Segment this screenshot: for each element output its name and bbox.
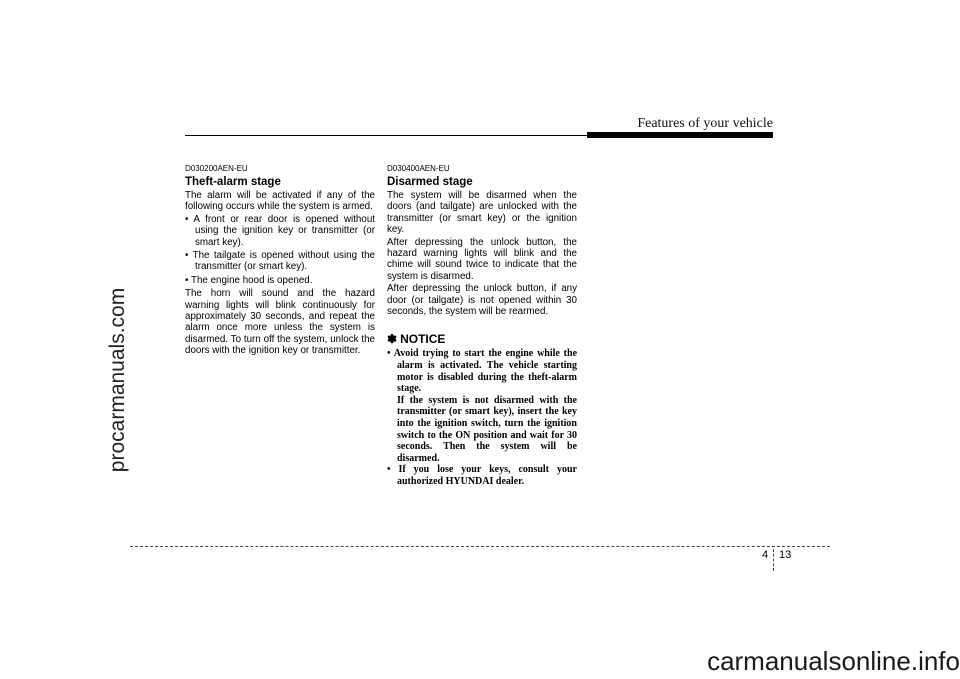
side-watermark: procarmanuals.com xyxy=(106,287,129,473)
notice-item: • If you lose your keys, consult your authorized HYUNDAI dealer. xyxy=(387,464,577,487)
right-paragraph: The system will be disarmed when the doors (and tailgate) are unlocked with the transmitter (or smart key) or the ignition key. xyxy=(387,190,577,236)
footer-rule xyxy=(130,546,830,547)
notice-list xyxy=(387,348,577,487)
right-paragraph: After depressing the unlock button, if any door (or tailgate) is not opened within 30 seconds, the system will be rearmed. xyxy=(387,283,577,318)
left-intro: The alarm will be activated if any of the following occurs while the system is armed. xyxy=(185,190,375,213)
left-outro: The horn will sound and the hazard warning lights will blink continuously for approximately 30 seconds, and repeat the alarm once more unless the system is disarmed. To turn off the system, unlock the doors with the ignition key or transmitter. xyxy=(185,288,375,357)
right-paragraph: After depressing the unlock button, the hazard warning lights will blink and the chime will sound twice to indicate that the system is disarmed. xyxy=(387,236,577,282)
list-item: • The engine hood is opened. xyxy=(185,274,313,286)
notice-item: • Avoid trying to start the engine while the alarm is activated. The vehicle starting motor is disabled during the theft-alarm stage. If the system is not disarmed with the transmitter (or smart key), insert the key into the ignition switch, turn the ignition switch to the ON position and wait for 30 seconds. Then the system will be disarmed. xyxy=(387,348,578,464)
notice-continuation: If the system is not disarmed with the transmitter (or smart key), insert the key into the ignition switch, turn the ignition switch to the ON position and wait for 30 seconds. Then the system will be disarmed. xyxy=(397,394,577,464)
list-item: • A front or rear door is opened without using the ignition key or transmitter (or smart key). xyxy=(185,213,375,248)
left-section-code: D030200AEN-EU xyxy=(185,164,248,173)
chapter-number: 4 xyxy=(761,549,769,561)
header-rule xyxy=(185,135,587,136)
left-heading: Theft-alarm stage xyxy=(185,176,281,188)
right-column xyxy=(387,164,577,488)
header-bar xyxy=(587,132,773,138)
notice-icon: ✽ xyxy=(387,332,398,347)
bottom-watermark: carmanualsonline.info xyxy=(707,646,960,676)
right-heading: Disarmed stage xyxy=(387,176,473,188)
page-number-value: 13 xyxy=(779,549,792,561)
right-section-code: D030400AEN-EU xyxy=(387,164,450,173)
page-number xyxy=(759,549,791,571)
page-number-divider xyxy=(773,549,774,571)
left-bullet-list xyxy=(185,214,375,286)
notice-title: ✽ NOTICE xyxy=(387,332,446,347)
list-item: • The tailgate is opened without using the transmitter (or smart key). xyxy=(185,250,375,273)
left-column xyxy=(185,164,375,358)
section-title: Features of your vehicle xyxy=(637,116,773,131)
